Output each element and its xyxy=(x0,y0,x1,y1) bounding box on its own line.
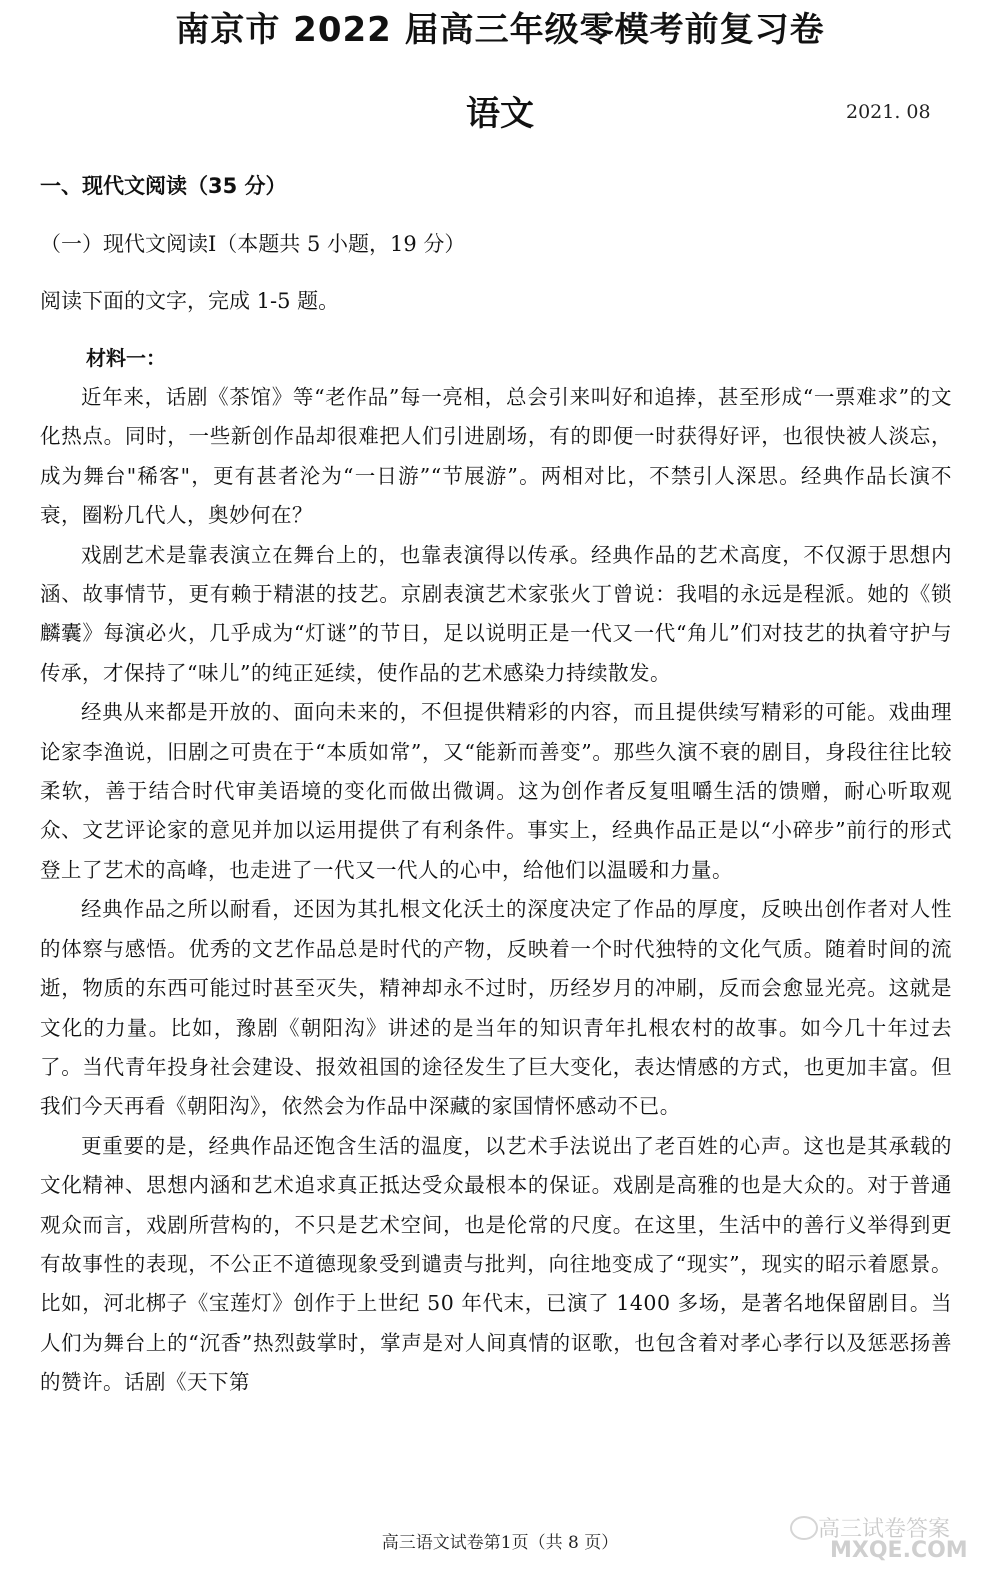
wechat-icon xyxy=(790,1516,818,1540)
subsection-heading: （一）现代文阅读Ⅰ（本题共 5 小题，19 分） xyxy=(40,232,466,256)
subject-title: 语文 xyxy=(466,94,534,134)
page-footer: 高三语文试卷第1页（共 8 页） xyxy=(381,1533,619,1553)
material-body xyxy=(40,378,952,1403)
watermark-text: 高三试卷答案 xyxy=(818,1517,951,1542)
section-heading: 一、现代文阅读（35 分） xyxy=(40,174,287,198)
paragraph: 更重要的是，经典作品还饱含生活的温度，以艺术手法说出了老百姓的心声。这也是其承载的文化精神、思想内涵和艺术追求真正抵达受众最根本的保证。戏剧是高雅的也是大众的。对于普通观众而言，戏剧所营构的，不只是艺术空间，也是伦常的尺度。在这里，生活中的善行义举得到更有故事性的表现，不公正不道德现象受到谴责与批判，向往地变成了“现实”，现实的昭示着愿景。比如，河北梆子《宝莲灯》创作于上世纪 50 年代末，已演了 1400 多场，是著名地保留剧目。当人们为舞台上的“沉香”热烈鼓掌时，掌声是对人间真情的讴歌，也包含着对孝心孝行以及惩恶扬善的赞许。话剧《天下第 xyxy=(40,1133,952,1395)
site-watermark xyxy=(790,1480,990,1570)
exam-title: 南京市 2022 届高三年级零模考前复习卷 xyxy=(175,10,825,50)
exam-date: 2021. 08 xyxy=(846,101,931,123)
paragraph: 戏剧艺术是靠表演立在舞台上的，也靠表演得以传承。经典作品的艺术高度，不仅源于思想内涵、故事情节，更有赖于精湛的技艺。京剧表演艺术家张火丁曾说：我唱的永远是程派。她的《锁麟囊》每演必火，几乎成为“灯谜”的节日，足以说明正是一代又一代“角儿”们对技艺的执着守护与传承，才保持了“味儿”的纯正延续，使作品的艺术感染力持续散发。 xyxy=(40,542,952,685)
reading-instruction: 阅读下面的文字，完成 1-5 题。 xyxy=(40,289,340,313)
watermark-url: MXQE.COM xyxy=(830,1538,968,1563)
paragraph: 经典作品之所以耐看，还因为其扎根文化沃土的深度决定了作品的厚度，反映出创作者对人性的体察与感悟。优秀的文艺作品总是时代的产物，反映着一个时代独特的文化气质。随着时间的流逝，物质的东西可能过时甚至灭失，精神却永不过时，历经岁月的冲刷，反而会愈显光亮。这就是文化的力量。比如，豫剧《朝阳沟》讲述的是当年的知识青年扎根农村的故事。如今几十年过去了。当代青年投身社会建设、报效祖国的途径发生了巨大变化，表达情感的方式，也更加丰富。但我们今天再看《朝阳沟》，依然会为作品中深藏的家国情怀感动不已。 xyxy=(40,897,952,1119)
material-heading: 材料一： xyxy=(86,346,166,370)
paragraph: 近年来，话剧《茶馆》等“老作品”每一亮相，总会引来叫好和追捧，甚至形成“一票难求”的文化热点。同时，一些新创作品却很难把人们引进剧场，有的即便一时获得好评，也很快被人淡忘，成为舞台"稀客"，更有甚者沦为“一日游”“节展游”。两相对比，不禁引人深思。经典作品长演不衰，圈粉几代人，奥妙何在？ xyxy=(40,385,952,528)
paragraph: 经典从来都是开放的、面向未来的，不但提供精彩的内容，而且提供续写精彩的可能。戏曲理论家李渔说，旧剧之可贵在于“本质如常”，又“能新而善变”。那些久演不衰的剧目，身段往往比较柔软，善于结合时代审美语境的变化而做出微调。这为创作者反复咀嚼生活的馈赠，耐心听取观众、文艺评论家的意见并加以运用提供了有利条件。事实上，经典作品正是以“小碎步”前行的形式登上了艺术的高峰，也走进了一代又一代人的心中，给他们以温暖和力量。 xyxy=(40,700,952,882)
